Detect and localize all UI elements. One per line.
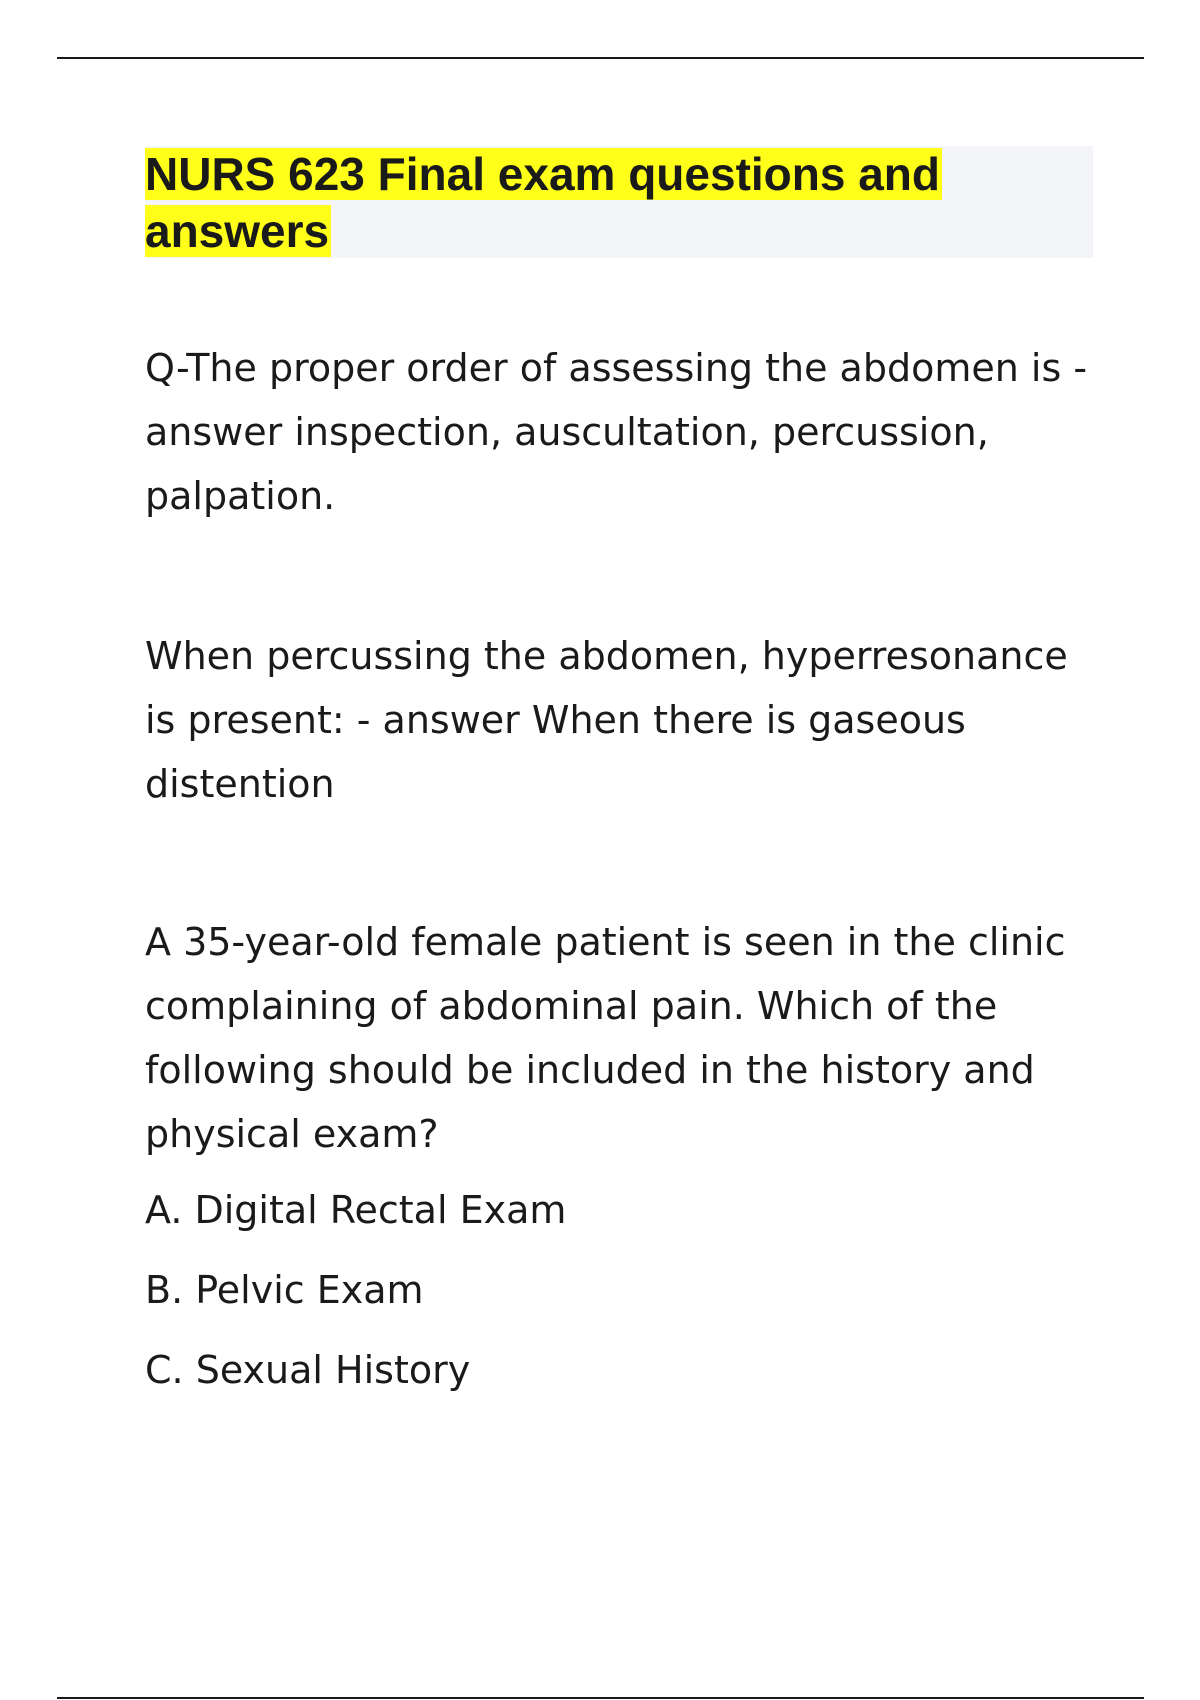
option-b: B. Pelvic Exam	[145, 1268, 424, 1312]
title-highlight: NURS 623 Final exam questions and answers	[145, 148, 941, 257]
header-rule	[57, 57, 1144, 59]
question-2: When percussing the abdomen, hyperresonance is present: - answer When there is gaseous distention	[145, 634, 1068, 806]
answer-options	[145, 1185, 566, 1425]
option-c: C. Sexual History	[145, 1348, 471, 1392]
option-a: A. Digital Rectal Exam	[145, 1188, 567, 1232]
title-block	[145, 146, 1093, 258]
question-1: Q-The proper order of assessing the abdomen is - answer inspection, auscultation, percussion, palpation.	[145, 346, 1088, 518]
footer-rule	[57, 1697, 1144, 1699]
document-title	[145, 146, 1005, 260]
question-3: A 35-year-old female patient is seen in the clinic complaining of abdominal pain. Which of the following should be included in the history and physical exam?	[145, 920, 1066, 1156]
